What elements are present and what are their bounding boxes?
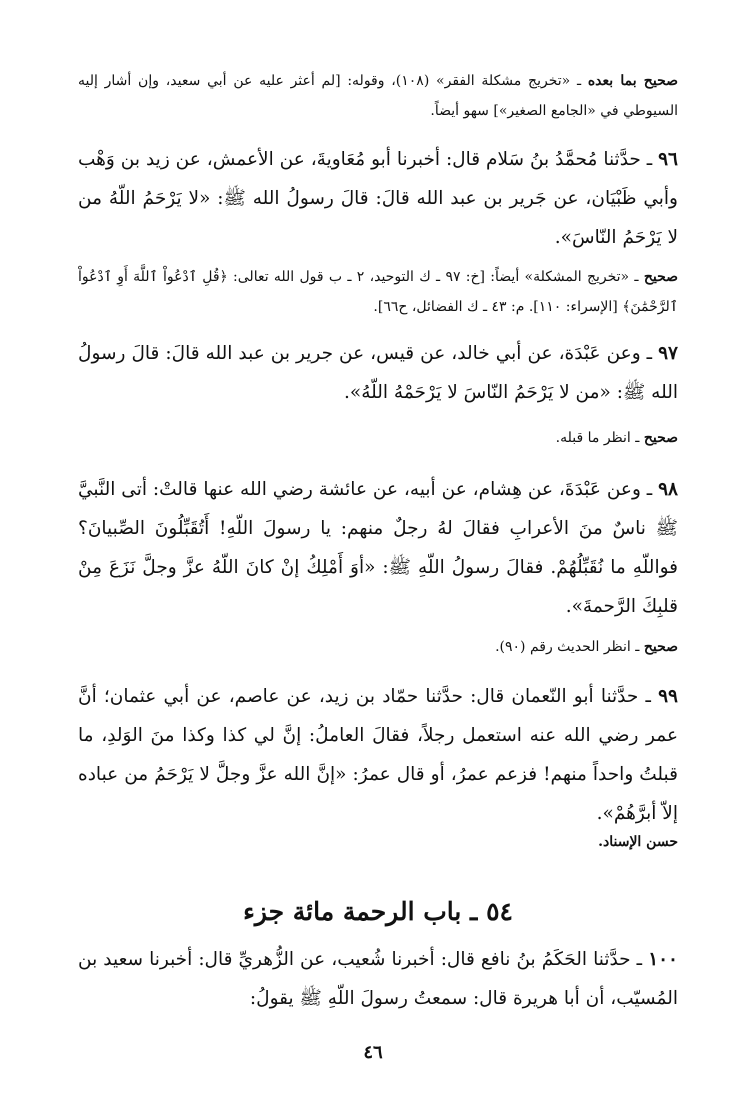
hadith-text: ـ حدَّثنا الحَكَمُ بنُ نافع قال: أخبرنا شُعيب، عن الزُّهريِّ قال: أخبرنا سعيد بن المُسيّب، أن أبا هريرة قال: سمعتُ رسولَ اللّهِ ﷺ يقولُ: [78, 949, 678, 1009]
hadith-number: ٩٨ [658, 479, 678, 500]
grading-label: صحيح [643, 430, 678, 446]
hadith-number: ٩٧ [658, 343, 678, 364]
hadith-number: ٩٩ [658, 686, 678, 707]
hadith-text: ـ حدَّثنا أبو النّعمان قال: حدَّثنا حمّاد بن زيد، عن عاصم، عن أبي عثمان؛ أنَّ عمر رضي الله عنه استعمل رجلاً، فقالَ العاملُ: إنَّ لي كذا وكذا منَ الوَلدِ، ما قبلتُ واحداً منهم! فزعم عمرُ، أو قال عمرُ: «إنَّ الله عزَّ وجلَّ لا يَرْحَمُ من عباده إلاّ أبرَّهُمْ». [78, 686, 678, 824]
grading-text: ـ «تخريج مشكلة الفقر» (١٠٨)، وقوله: [لم أعثر عليه عن أبي سعيد، وإن أشار إليه السيوطي في «الجامع الصغير»] سهو أيضاً. [78, 73, 678, 119]
hadith-99 [78, 677, 678, 833]
grading-text: ـ انظر ما قبله. [555, 430, 644, 446]
hadith-100 [78, 940, 678, 1018]
hadith-text: ـ وعن عَبْدَةَ، عن هِشام، عن أبيه، عن عائشة رضي الله عنها قالتْ: أتى النَّبيَّ ﷺ ناسٌ منَ الأعرابِ فقالَ لهُ رجلٌ منهم: يا رسولَ اللّهِ! أَتُقَبِّلُونَ الصِّبيانَ؟ فواللّهِ ما نُقَبِّلُهُمْ. فقالَ رسولُ اللّهِ ﷺ: «أوَ أَمْلِكُ إنْ كانَ اللّهُ عزَّ وجلَّ نَزَعَ مِنْ قلبِكَ الرَّحمةَ». [78, 479, 678, 617]
grading-96 [78, 262, 678, 322]
hadith-97 [78, 334, 678, 412]
hadith-98 [78, 470, 678, 626]
hadith-number: ٩٦ [658, 149, 678, 170]
grading-label: صحيح [643, 269, 678, 285]
hadith-text: ـ حدَّثنا مُحمَّدُ بنُ سَلام قال: أخبرنا أبو مُعَاويةَ، عن الأعمش، عن زيد بن وَهْب وأبي ظَبْيَان، عن جَرير بن عبد الله قالَ: قالَ رسولُ الله ﷺ: «لا يَرْحَمُ اللّهُ من لا يَرْحَمُ النّاسَ». [78, 149, 678, 248]
page-number: ٤٦ [363, 1042, 383, 1063]
grading-label: حسن الإسناد. [598, 834, 678, 850]
grading-98 [78, 633, 678, 661]
grading-label: صحيح [643, 639, 678, 655]
grading-97 [78, 424, 678, 452]
grading-text: ـ انظر الحديث رقم (٩٠). [495, 639, 644, 655]
chapter-heading: ٥٤ ـ باب الرحمة مائة جزء [243, 897, 513, 926]
grading-99 [78, 828, 678, 856]
hadith-96 [78, 140, 678, 257]
hadith-text: ـ وعن عَبْدَة، عن أبي خالد، عن قيس، عن جرير بن عبد الله قالَ: قالَ رسولُ الله ﷺ: «من لا يَرْحَمُ النّاسَ لا يَرْحَمْهُ اللّهُ». [78, 343, 678, 403]
hadith-number: ١٠٠ [648, 949, 678, 970]
grading-text: ـ «تخريج المشكلة» أيضاً: [خ: ٩٧ ـ ك التوحيد، ٢ ـ ب قول الله تعالى: ﴿قُلِ ٱدْعُواْ ٱللَّهَ أَوِ ٱدْعُواْ ٱلرَّحْمَٰنَ﴾ [الإسراء: ١١٠]. م: ٤٣ ـ ك الفضائل، ح٦٦]. [78, 269, 678, 315]
grading-label: صحيح بما بعده [587, 73, 678, 89]
footnote-grading-top [78, 66, 678, 126]
